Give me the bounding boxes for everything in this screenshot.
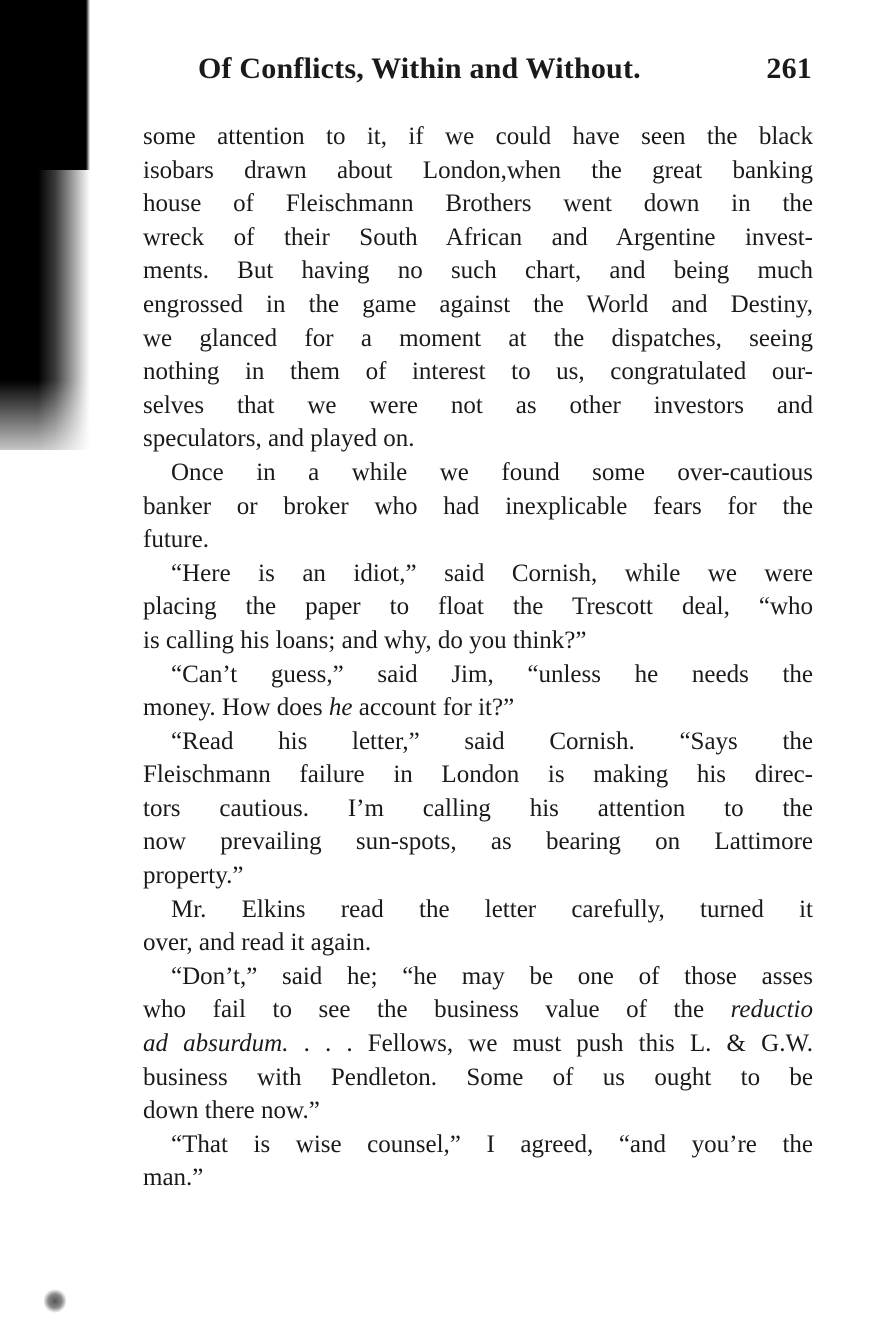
text-line: ad absurdum. . . . Fellows, we must push this L. & G.W. bbox=[143, 1030, 813, 1058]
text-line: over, and read it again. bbox=[143, 929, 372, 957]
page-number: 261 bbox=[766, 52, 812, 85]
italic-phrase: he bbox=[328, 694, 353, 722]
text-line: wreck of their South African and Argentine invest- bbox=[143, 223, 813, 251]
text-line: business with Pendleton. Some of us ought to be bbox=[143, 1063, 813, 1091]
text-line: money. How does he account for it?” bbox=[143, 694, 515, 722]
text-line: speculators, and played on. bbox=[143, 425, 415, 453]
text-line: selves that we were not as other investors and bbox=[143, 391, 813, 419]
text-line: nothing in them of interest to us, congratulated our- bbox=[143, 358, 813, 386]
text-line: now prevailing sun-spots, as bearing on Lattimore bbox=[143, 828, 813, 856]
chapter-title: Of Conflicts, Within and Without. bbox=[198, 52, 641, 85]
text-line: “Don’t,” said he; “he may be one of those asses bbox=[171, 962, 813, 990]
text-line: tors cautious. I’m calling his attention to the bbox=[143, 794, 813, 822]
text-line: isobars drawn about London,when the great banking bbox=[143, 156, 813, 184]
text-line: who fail to see the business value of the reductio bbox=[143, 996, 813, 1024]
text-line: “That is wise counsel,” I agreed, “and you’re the bbox=[171, 1130, 813, 1158]
text-line: Fleischmann failure in London is making his direc- bbox=[143, 761, 813, 789]
text-line: “Read his letter,” said Cornish. “Says the bbox=[171, 727, 813, 755]
print-speck bbox=[44, 1288, 66, 1314]
text-line: property.” bbox=[143, 862, 244, 890]
text-line: “Can’t guess,” said Jim, “unless he needs the bbox=[171, 660, 813, 688]
binding-fade bbox=[0, 380, 90, 470]
text-line: future. bbox=[143, 526, 209, 554]
text-line: Once in a while we found some over-cautious bbox=[171, 458, 813, 486]
text-line: Mr. Elkins read the letter carefully, turned it bbox=[171, 895, 813, 923]
italic-phrase: reductio bbox=[730, 996, 813, 1024]
text-line: ments. But having no such chart, and being much bbox=[143, 257, 813, 285]
italic-phrase: ad absurdum. bbox=[143, 1030, 289, 1058]
text-line: some attention to it, if we could have seen the black bbox=[143, 123, 813, 150]
text-line: man.” bbox=[143, 1164, 204, 1192]
text-line: banker or broker who had inexplicable fears for the bbox=[143, 492, 813, 520]
text-line: we glanced for a moment at the dispatches, seeing bbox=[143, 324, 813, 352]
text-line: “Here is an idiot,” said Cornish, while we were bbox=[171, 559, 813, 587]
text-line: down there now.” bbox=[143, 1097, 320, 1125]
text-line: house of Fleischmann Brothers went down in the bbox=[143, 190, 813, 218]
text-line: is calling his loans; and why, do you think?” bbox=[143, 626, 587, 654]
running-head bbox=[198, 52, 812, 86]
text-line: engrossed in the game against the World and Destiny, bbox=[143, 290, 813, 318]
body-text bbox=[143, 120, 813, 1195]
binding-shadow-top bbox=[0, 0, 90, 170]
text-line: placing the paper to float the Trescott deal, “who bbox=[143, 593, 813, 621]
